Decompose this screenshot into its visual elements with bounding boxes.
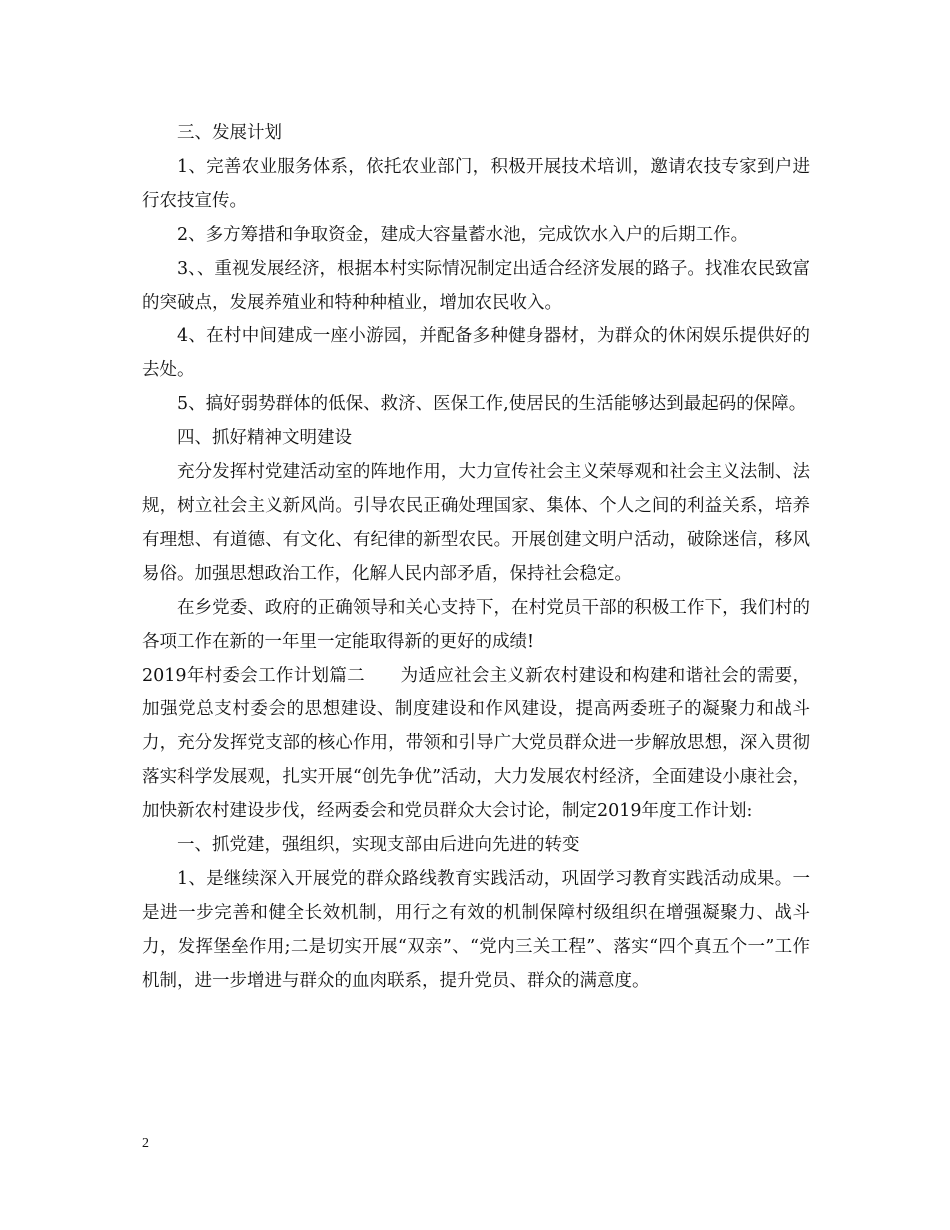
paragraph: 5、搞好弱势群体的低保、救济、医保工作,使居民的生活能够达到最起码的保障。 xyxy=(177,394,807,415)
page-number: 2 xyxy=(142,1136,149,1151)
document-body xyxy=(142,117,810,999)
paragraph-plan-part-two-intro: 2019年村委会工作计划篇二 为适应社会主义新农村建设和构建和谐社会的需要，加强党总支村委会的思想建设、制度建设和作风建设，提高两委班子的凝聚力和战斗力，充分发挥党支部的核心作用，带领和引导广大党员群众进一步解放思想，深入贯彻落实科学发展观，扎实开展“创先争优”活动，大力发展农村经济，全面建设小康社会，加快新农村建设步伐，经两委会和党员群众大会讨论，制定2019年度工作计划: xyxy=(142,665,810,822)
paragraph: 1、是继续深入开展党的群众路线教育实践活动，巩固学习教育实践活动成果。一是进一步完善和健全长效机制，用行之有效的机制保障村级组织在增强凝聚力、战斗力，发挥堡垒作用;二是切实开展“双亲”、“党内三关工程”、落实“四个真五个一”工作机制，进一步增进与群众的血肉联系，提升党员、群众的满意度。 xyxy=(142,868,810,991)
section-heading-spiritual-civilization: 四、抓好精神文明建设 xyxy=(177,428,352,449)
section-heading-development-plan: 三、发展计划 xyxy=(177,123,282,143)
section-heading-party-building: 一、抓党建，强组织，实现支部由后进向先进的转变 xyxy=(177,835,580,856)
paragraph: 充分发挥村党建活动室的阵地作用，大力宣传社会主义荣辱观和社会主义法制、法规，树立社会主义新风尚。引导农民正确处理国家、集体、个人之间的利益关系，培养有理想、有道德、有文化、有纪律的新型农民。开展创建文明户活动，破除迷信，移风易俗。加强思想政治工作，化解人民内部矛盾，保持社会稳定。 xyxy=(142,462,810,584)
paragraph: 1、完善农业服务体系，依托农业部门，积极开展技术培训，邀请农技专家到户进行农技宣传。 xyxy=(142,156,810,211)
paragraph: 2、多方筹措和争取资金，建成大容量蓄水池，完成饮水入户的后期工作。 xyxy=(177,224,749,245)
paragraph: 在乡党委、政府的正确领导和关心支持下，在村党员干部的积极工作下，我们村的各项工作在新的一年里一定能取得新的更好的成绩! xyxy=(142,597,810,652)
paragraph: 3、、重视发展经济，根据本村实际情况制定出适合经济发展的路子。找准农民致富的突破点，发展养殖业和特种种植业，增加农民收入。 xyxy=(142,258,810,313)
paragraph: 4、在村中间建成一座小游园，并配备多种健身器材，为群众的休闲娱乐提供好的去处。 xyxy=(142,326,810,381)
